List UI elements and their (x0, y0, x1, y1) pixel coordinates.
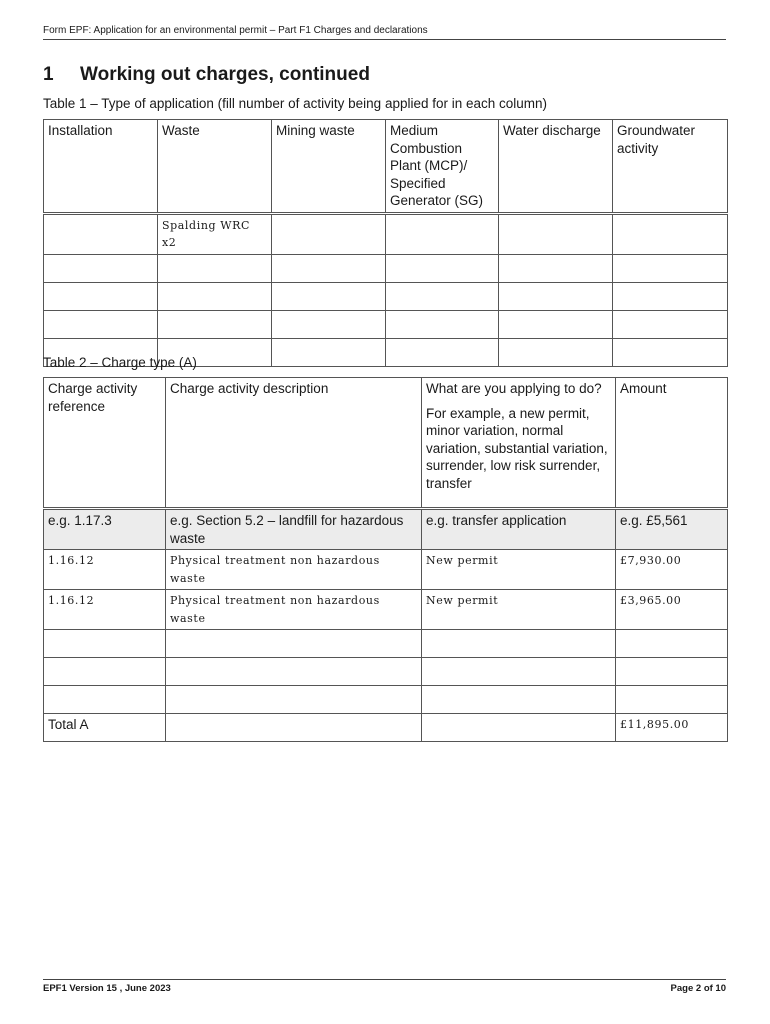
charge-ref-cell[interactable] (44, 658, 166, 686)
total-empty-cell (166, 714, 422, 742)
table-cell[interactable] (44, 254, 158, 282)
example-row (44, 509, 728, 550)
table-cell[interactable] (499, 338, 613, 366)
table-cell[interactable] (44, 213, 158, 254)
table-cell[interactable] (386, 282, 499, 310)
total-amount[interactable]: £11,895.00 (616, 714, 728, 742)
footer-page-number: Page 2 of 10 (670, 983, 726, 994)
table-cell[interactable] (386, 213, 499, 254)
page-footer (43, 979, 726, 994)
example-todo: e.g. transfer application (422, 509, 616, 550)
table-cell[interactable] (386, 254, 499, 282)
example-ref: e.g. 1.17.3 (44, 509, 166, 550)
charge-desc-cell[interactable] (166, 658, 422, 686)
col-applying-to-do (422, 378, 616, 509)
table-cell[interactable] (499, 254, 613, 282)
charge-amount-cell[interactable] (616, 686, 728, 714)
table2-caption: Table 2 – Charge type (A) (43, 355, 197, 370)
example-desc: e.g. Section 5.2 – landfill for hazardous waste (166, 509, 422, 550)
table-row (44, 282, 728, 310)
table-row (44, 590, 728, 630)
table-cell[interactable] (158, 282, 272, 310)
charge-ref-cell[interactable] (44, 686, 166, 714)
table-row (44, 310, 728, 338)
table-header-row (44, 378, 728, 509)
table-cell[interactable] (272, 338, 386, 366)
footer-version: EPF1 Version 15 , June 2023 (43, 983, 171, 994)
col-charge-ref: Charge activity reference (44, 378, 166, 509)
charge-todo-cell[interactable] (422, 658, 616, 686)
table-cell[interactable] (613, 213, 728, 254)
charge-amount-cell[interactable]: £7,930.00 (616, 550, 728, 590)
total-empty-cell (422, 714, 616, 742)
table-row (44, 686, 728, 714)
col-mcp: Medium Combustion Plant (MCP)/ Specified Generator (SG) (386, 120, 499, 214)
charge-amount-cell[interactable] (616, 658, 728, 686)
col-installation: Installation (44, 120, 158, 214)
table-row (44, 630, 728, 658)
table-cell[interactable] (499, 213, 613, 254)
charge-ref-cell[interactable]: 1.16.12 (44, 550, 166, 590)
application-type-table (43, 119, 728, 367)
section-heading (43, 64, 370, 86)
table-cell[interactable] (613, 310, 728, 338)
charge-todo-cell[interactable] (422, 686, 616, 714)
table-cell[interactable] (272, 213, 386, 254)
table-row (44, 213, 728, 254)
charge-ref-cell[interactable]: 1.16.12 (44, 590, 166, 630)
charge-amount-cell[interactable]: £3,965.00 (616, 590, 728, 630)
charge-desc-cell[interactable] (166, 686, 422, 714)
table-cell[interactable] (613, 282, 728, 310)
table-cell[interactable] (272, 282, 386, 310)
table-cell[interactable] (386, 338, 499, 366)
col-water-discharge: Water discharge (499, 120, 613, 214)
table-cell[interactable] (44, 310, 158, 338)
col-mining-waste: Mining waste (272, 120, 386, 214)
table-cell[interactable] (613, 338, 728, 366)
table-row (44, 254, 728, 282)
table-row (44, 658, 728, 686)
table-cell[interactable] (499, 310, 613, 338)
table-cell[interactable] (272, 310, 386, 338)
total-label: Total A (44, 714, 166, 742)
table-cell[interactable] (499, 282, 613, 310)
charge-desc-cell[interactable]: Physical treatment non hazardous waste (166, 590, 422, 630)
col-groundwater: Groundwater activity (613, 120, 728, 214)
table-cell[interactable] (386, 310, 499, 338)
table-cell[interactable]: Spalding WRC x2 (158, 213, 272, 254)
charge-todo-cell[interactable]: New permit (422, 550, 616, 590)
charge-todo-cell[interactable]: New permit (422, 590, 616, 630)
section-title: Working out charges, continued (80, 64, 370, 85)
table-cell[interactable] (158, 254, 272, 282)
col-applying-label: What are you applying to do? (426, 381, 602, 396)
total-row (44, 714, 728, 742)
table-row (44, 550, 728, 590)
charge-desc-cell[interactable] (166, 630, 422, 658)
col-applying-note: For example, a new permit, minor variation, normal variation, substantial variation, surrender, low risk surrender, transfer (426, 405, 608, 491)
charge-todo-cell[interactable] (422, 630, 616, 658)
col-charge-desc: Charge activity description (166, 378, 422, 509)
page-header: Form EPF: Application for an environmental permit – Part F1 Charges and declarations (43, 25, 726, 40)
section-number: 1 (43, 64, 54, 85)
table1-caption: Table 1 – Type of application (fill number of activity being applied for in each column) (43, 96, 548, 111)
example-amount: e.g. £5,561 (616, 509, 728, 550)
charge-ref-cell[interactable] (44, 630, 166, 658)
table-cell[interactable] (613, 254, 728, 282)
charge-desc-cell[interactable]: Physical treatment non hazardous waste (166, 550, 422, 590)
col-waste: Waste (158, 120, 272, 214)
charge-amount-cell[interactable] (616, 630, 728, 658)
table-cell[interactable] (44, 282, 158, 310)
table-cell[interactable] (158, 310, 272, 338)
charge-type-table (43, 377, 728, 742)
table-cell[interactable] (272, 254, 386, 282)
table-header-row (44, 120, 728, 214)
col-amount: Amount (616, 378, 728, 509)
